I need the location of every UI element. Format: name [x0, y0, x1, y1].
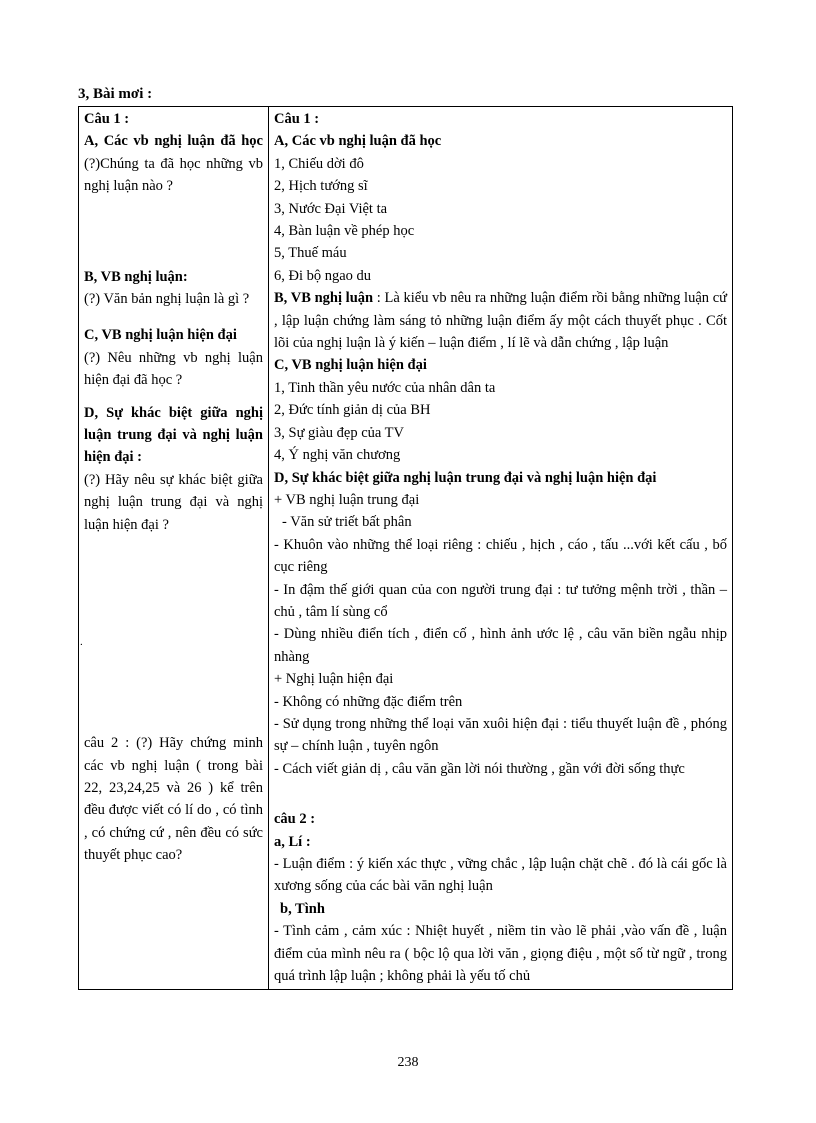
right-d-item: - Dùng nhiều điển tích , điển cố , hình ảnh ước lệ , câu văn biền ngẫu nhịp nhàng — [274, 626, 727, 665]
right-a2-text: - Luận điểm : ý kiến xác thực , vững chắc , lập luận chặt chẽ . đó là cái gốc là xương sống của các bài văn nghị luận — [274, 856, 727, 895]
right-cau1-label: Câu 1 : — [274, 111, 320, 127]
left-cau2-text: câu 2 : (?) Hãy chứng minh các vb nghị luận ( trong bài 22, 23,24,25 và 26 ) kể trên đều được viết có lí do , có tình , có chứng cứ , nên đều có sức thuyết phục cao? — [84, 735, 263, 864]
right-b-title: B, VB nghị luận — [274, 290, 374, 307]
right-c-item: 2, Đức tính giản dị của BH — [274, 402, 431, 419]
left-b-question: (?) Văn bản nghị luận là gì ? — [84, 291, 250, 308]
right-a-item: 2, Hịch tướng sĩ — [274, 178, 368, 195]
table-row — [79, 107, 733, 990]
spacer — [84, 536, 263, 732]
right-b-text: : Là kiểu vb nêu ra những luận điểm rồi bằng những luận cứ , lập luận chứng làm sáng tỏ những luận điểm ấy một cách thuyết phục . Cốt lõi của nghị luận là ý kiến – luận điểm , lí lẽ và dẫn chứng , lập luận — [274, 290, 727, 352]
lesson-table — [78, 106, 733, 990]
page-number: 238 — [397, 1055, 419, 1070]
left-c-question: (?) Nêu những vb nghị luận hiện đại đã học ? — [84, 349, 263, 389]
right-b2-title: b, Tình — [280, 900, 325, 917]
right-a-item: 3, Nước Đại Việt ta — [274, 200, 388, 217]
right-c-title: C, VB nghị luận hiện đại — [274, 357, 427, 374]
right-d-item: - Văn sử triết bất phân — [282, 514, 412, 531]
right-b2-text: - Tình cảm , cảm xúc : Nhiệt huyết , niềm tin vào lẽ phải ,vào vấn đề , luận điểm của mình nêu ra ( bộc lộ qua lời văn , giọng điệu , một số từ ngữ , trong quá trình lập luận ; không phải là yếu tố chủ — [274, 923, 727, 985]
right-a-title: A, Các vb nghị luận đã học — [274, 133, 442, 150]
left-d-question: (?) Hãy nêu sự khác biệt giữa nghị luận trung đại và nghị luận hiện đại ? — [84, 471, 263, 533]
right-d-item: - Cách viết giản dị , câu văn gần lời nói thường , gần với đời sống thực — [274, 760, 685, 777]
spacer — [84, 310, 263, 324]
right-c-item: 3, Sự giàu đẹp của TV — [274, 424, 405, 441]
right-a-item: 5, Thuế máu — [274, 245, 347, 262]
right-c-item: 1, Tinh thần yêu nước của nhân dân ta — [274, 379, 496, 396]
answer-column — [269, 107, 733, 990]
right-d-item: + Nghị luận hiện đại — [274, 671, 394, 688]
right-d-title: D, Sự khác biệt giữa nghị luận trung đại và nghị luận hiện đại — [274, 469, 657, 486]
right-a-item: 1, Chiếu dời đô — [274, 155, 364, 172]
right-d-item: - Không có những đặc điểm trên — [274, 693, 463, 710]
right-section-b — [274, 287, 727, 354]
right-d-item: - Khuôn vào những thể loại riêng : chiếu , hịch , cáo , tấu ...với kết cấu , bố cục riêng — [274, 536, 727, 576]
spacer — [274, 780, 727, 808]
left-section-a — [84, 130, 263, 197]
left-c-title: C, VB nghị luận hiện đại — [84, 327, 237, 344]
right-a-item: 4, Bàn luận về phép học — [274, 223, 415, 240]
stray-mark: . — [80, 636, 83, 648]
right-c-item: 4, Ý nghị văn chương — [274, 447, 401, 464]
left-cau1-label: Câu 1 : — [84, 111, 130, 127]
question-column — [79, 107, 269, 990]
right-d-item: - Sử dụng trong những thể loại văn xuôi hiện đại : tiểu thuyết luận đề , phóng sự – chính luận , tuyên ngôn — [274, 715, 727, 755]
right-a2-title: a, Lí : — [274, 833, 311, 850]
left-b-title: B, VB nghị luận: — [84, 268, 188, 285]
left-a-title: A, Các vb nghị luận đã học — [84, 133, 263, 150]
left-a-question: (?)Chúng ta đã học những vb nghị luận nào ? — [84, 155, 263, 195]
right-a-item: 6, Đi bộ ngao du — [274, 267, 372, 284]
left-d-title: D, Sự khác biệt giữa nghị luận trung đại và nghị luận hiện đại : — [84, 404, 263, 466]
section-heading: 3, Bài mơi : — [78, 86, 153, 102]
spacer — [84, 198, 263, 266]
right-cau2-label: câu 2 : — [274, 811, 316, 828]
right-d-item: + VB nghị luận trung đại — [274, 491, 420, 508]
spacer — [84, 392, 263, 402]
right-d-item: - In đậm thế giới quan của con người trung đại : tư tưởng mệnh trời , thần – chủ , tâm lí sùng cổ — [274, 581, 727, 620]
